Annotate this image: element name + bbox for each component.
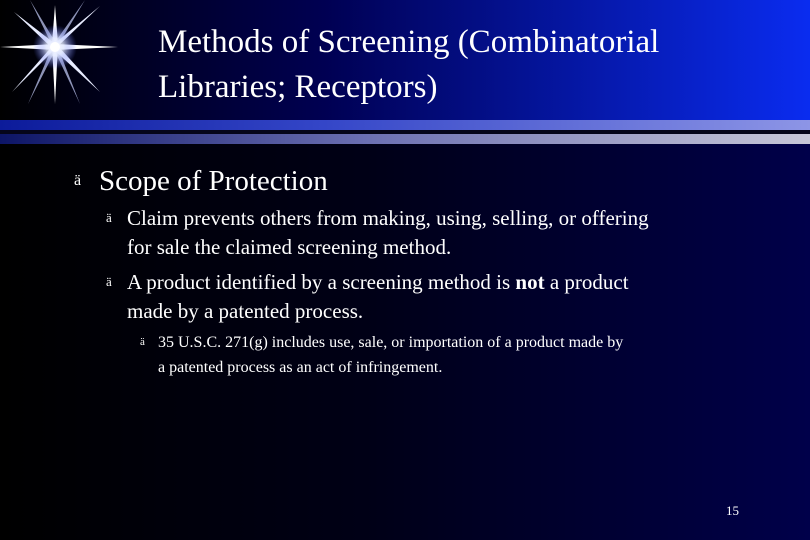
bullet-product-line-2: made by a patented process.	[127, 299, 364, 323]
arrow-bullet-icon: ä	[74, 172, 82, 189]
bullet-product-identified	[127, 268, 747, 326]
bullet-product-line-1-b: a product	[544, 270, 629, 294]
header-divider	[0, 120, 810, 144]
arrow-bullet-icon: ä	[106, 210, 112, 225]
slide-title	[158, 20, 778, 110]
bullet-scope-of-protection: Scope of Protection	[99, 165, 328, 197]
bullet-claim-line-2: for sale the claimed screening method.	[127, 235, 452, 259]
arrow-bullet-icon: ä	[106, 274, 112, 289]
title-line-2: Libraries; Receptors)	[158, 69, 438, 105]
title-bar	[0, 0, 810, 120]
bullet-35-usc-line-1: 35 U.S.C. 271(g) includes use, sale, or importation of a product made by	[158, 334, 624, 351]
bullet-product-emphasis: not	[515, 270, 545, 294]
page-number: 15	[726, 503, 739, 518]
arrow-bullet-icon: ä	[140, 336, 145, 348]
bullet-claim-line-1: Claim prevents others from making, using, selling, or offering	[127, 206, 649, 230]
bullet-35-usc-line-2: a patented process as an act of infringement.	[158, 359, 443, 376]
bullet-claim-prevents	[127, 204, 747, 262]
bullet-35-usc	[158, 330, 758, 380]
title-line-1: Methods of Screening (Combinatorial	[158, 24, 660, 60]
starburst-icon	[0, 0, 120, 110]
bullet-product-line-1-a: A product identified by a screening method is	[127, 270, 516, 294]
